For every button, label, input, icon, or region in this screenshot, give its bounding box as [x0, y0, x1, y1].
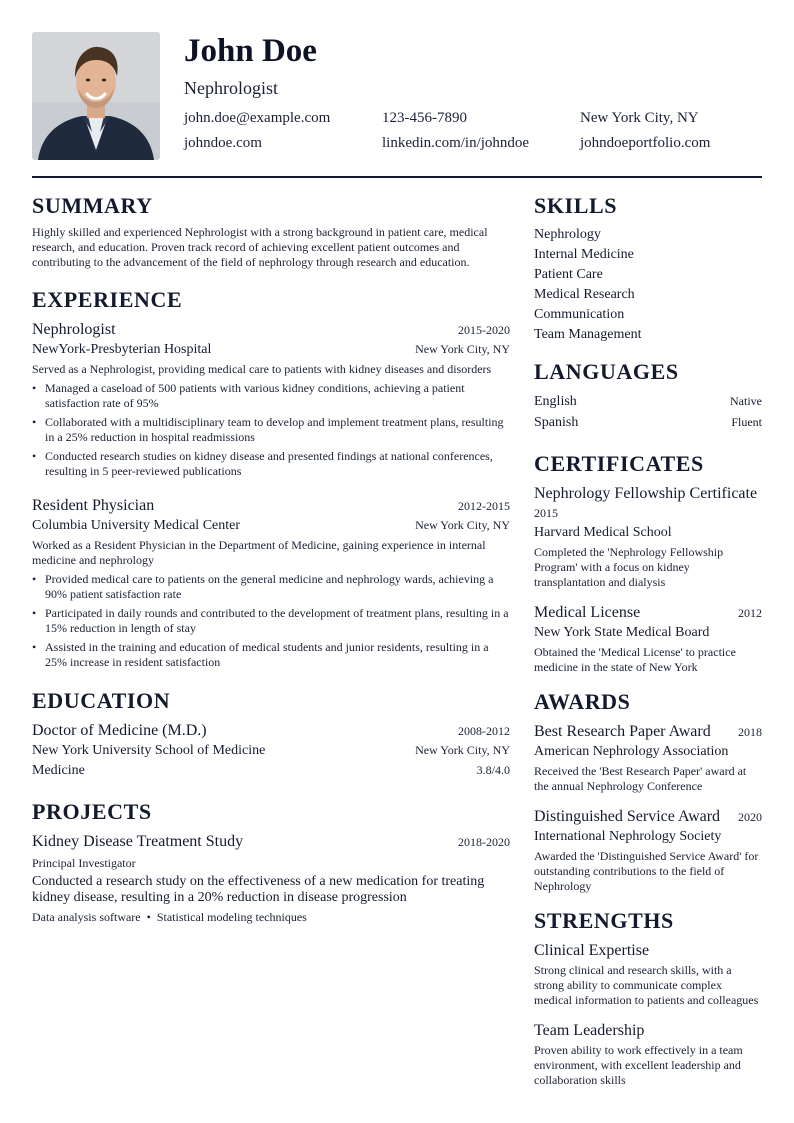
degree-name: Doctor of Medicine (M.D.): [32, 722, 207, 739]
achievement-item: • Provided medical care to patients on the general medicine and nephrology wards, achieving a 90% patient satisfaction rate: [32, 572, 510, 602]
profile-photo: [32, 32, 160, 160]
language-item: [534, 391, 762, 412]
portfolio-link[interactable]: johndoeportfolio.com: [580, 135, 711, 151]
strength-description: Proven ability to work effectively in a team environment, with excellent leadership and collaboration skills: [534, 1043, 743, 1087]
left-column: [32, 193, 510, 940]
certificate-year: 2012: [738, 606, 762, 620]
section-heading: SUMMARY: [32, 193, 153, 218]
right-column: [534, 193, 762, 1103]
award-name: Distinguished Service Award: [534, 808, 721, 825]
header-divider: [32, 176, 762, 178]
section-heading: STRENGTHS: [534, 908, 674, 933]
award-entry: [534, 806, 762, 894]
award-issuer: American Nephrology Association: [534, 744, 729, 759]
section-heading: SKILLS: [534, 193, 618, 218]
skill-item: Internal Medicine: [534, 247, 634, 262]
linkedin-link[interactable]: linkedin.com/in/johndoe: [382, 135, 530, 151]
skill-item: Medical Research: [534, 287, 635, 302]
gpa-value: 3.8/4.0: [476, 763, 510, 777]
language-level: Fluent: [731, 415, 762, 429]
award-year: 2020: [738, 810, 762, 824]
strength-name: Team Leadership: [534, 1022, 645, 1039]
resume-header: [32, 32, 762, 160]
project-tag: Data analysis software: [32, 910, 141, 924]
skills-section: [534, 193, 762, 345]
award-description: Awarded the 'Distinguished Service Award' for outstanding contributions to the field of Nephrology: [534, 849, 759, 893]
certificate-entry: [534, 483, 762, 590]
phone-number[interactable]: 123-456-7890: [382, 110, 467, 126]
strength-entry: [534, 940, 762, 1008]
languages-section: [534, 359, 762, 433]
project-dates: 2018-2020: [458, 835, 510, 849]
job-location: New York City, NY: [415, 518, 510, 532]
job-summary: Worked as a Resident Physician in the Department of Medicine, gaining experience in internal medicine and nephrology: [32, 538, 486, 567]
award-issuer: International Nephrology Society: [534, 829, 722, 844]
candidate-name: John Doe: [184, 33, 317, 69]
location-text: New York City, NY: [580, 110, 699, 126]
job-dates: 2015-2020: [458, 323, 510, 337]
skill-item: Team Management: [534, 327, 642, 342]
strength-name: Clinical Expertise: [534, 942, 650, 959]
job-summary: Served as a Nephrologist, providing medical care to patients with kidney diseases and disorders: [32, 362, 492, 376]
employer-name: Columbia University Medical Center: [32, 518, 241, 533]
certificate-description: Obtained the 'Medical License' to practice medicine in the state of New York: [534, 645, 736, 674]
achievement-item: • Conducted research studies on kidney disease and presented findings at national conferences, resulting in 5 peer-reviewed publications: [32, 449, 510, 479]
project-role: Principal Investigator: [32, 856, 136, 870]
experience-section: [32, 287, 510, 670]
project-tags: [32, 910, 510, 925]
skill-item: Nephrology: [534, 227, 601, 242]
achievement-item: • Participated in daily rounds and contributed to the development of treatment plans, resulting in a 15% reduction in length of stay: [32, 606, 510, 636]
field-of-study: Medicine: [32, 763, 85, 778]
project-tag: Statistical modeling techniques: [156, 910, 307, 924]
school-location: New York City, NY: [415, 743, 510, 757]
job-role: Nephrologist: [32, 321, 116, 338]
certificate-issuer: Harvard Medical School: [534, 525, 672, 540]
strength-entry: [534, 1020, 762, 1088]
section-heading: LANGUAGES: [534, 359, 679, 384]
language-level: Native: [730, 394, 762, 408]
language-name: English: [534, 394, 577, 409]
job-achievements: [32, 572, 510, 670]
strengths-section: [534, 908, 762, 1088]
tag-separator: •: [146, 910, 151, 924]
email-link[interactable]: john.doe@example.com: [184, 110, 331, 126]
achievement-item: • Collaborated with a multidisciplinary team to develop and implement treatment plans, resulting in a 25% reduction in hospital readmissions: [32, 415, 510, 445]
section-heading: PROJECTS: [32, 799, 152, 824]
project-description: Conducted a research study on the effectiveness of a new medication for treating kidney disease, resulting in a 20% reduction in disease progression: [32, 874, 485, 905]
job-location: New York City, NY: [415, 342, 510, 356]
job-dates: 2012-2015: [458, 499, 510, 513]
projects-section: [32, 799, 510, 925]
certificates-section: [534, 451, 762, 675]
certificate-year: 2015: [534, 506, 558, 520]
certificate-issuer: New York State Medical Board: [534, 625, 710, 640]
section-heading: AWARDS: [534, 689, 631, 714]
contact-info: [184, 109, 764, 153]
section-heading: EXPERIENCE: [32, 287, 183, 312]
section-heading: CERTIFICATES: [534, 451, 704, 476]
skill-item: Patient Care: [534, 267, 603, 282]
employer-name: NewYork-Presbyterian Hospital: [32, 342, 212, 357]
experience-entry: [32, 495, 510, 670]
award-entry: [534, 721, 762, 794]
achievement-item: • Managed a caseload of 500 patients with various kidney conditions, achieving a patient satisfaction rate of 95%: [32, 381, 510, 411]
certificate-name: Medical License: [534, 604, 641, 621]
section-heading: EDUCATION: [32, 688, 171, 713]
education-dates: 2008-2012: [458, 724, 510, 738]
language-item: [534, 412, 762, 433]
achievement-item: • Assisted in the training and education of medical students and junior residents, resulting in a 25% increase in resident satisfaction: [32, 640, 510, 670]
award-description: Received the 'Best Research Paper' award at the annual Nephrology Conference: [534, 764, 747, 793]
skill-item: Communication: [534, 307, 625, 322]
job-role: Resident Physician: [32, 497, 155, 514]
summary-section: [32, 193, 510, 270]
award-year: 2018: [738, 725, 762, 739]
website-link[interactable]: johndoe.com: [184, 135, 262, 151]
certificate-name: Nephrology Fellowship Certificate: [534, 485, 758, 502]
award-name: Best Research Paper Award: [534, 723, 711, 740]
job-title: Nephrologist: [184, 78, 278, 98]
awards-section: [534, 689, 762, 894]
summary-text: Highly skilled and experienced Nephrologist with a strong background in patient care, medical research, and education. Proven track record of achieving excellent patient outcomes and contributing to the advancement of the field of nephrology through research and education.: [32, 225, 488, 269]
strength-description: Strong clinical and research skills, with a strong ability to communicate complex medical information to patients and colleagues: [534, 963, 759, 1007]
job-achievements: [32, 381, 510, 479]
certificate-entry: [534, 602, 762, 675]
school-name: New York University School of Medicine: [32, 743, 266, 758]
certificate-description: Completed the 'Nephrology Fellowship Program' with a focus on kidney transplantation and dialysis: [534, 545, 724, 589]
experience-entry: [32, 319, 510, 479]
education-section: [32, 688, 510, 781]
language-name: Spanish: [534, 415, 579, 430]
project-name: Kidney Disease Treatment Study: [32, 833, 244, 850]
